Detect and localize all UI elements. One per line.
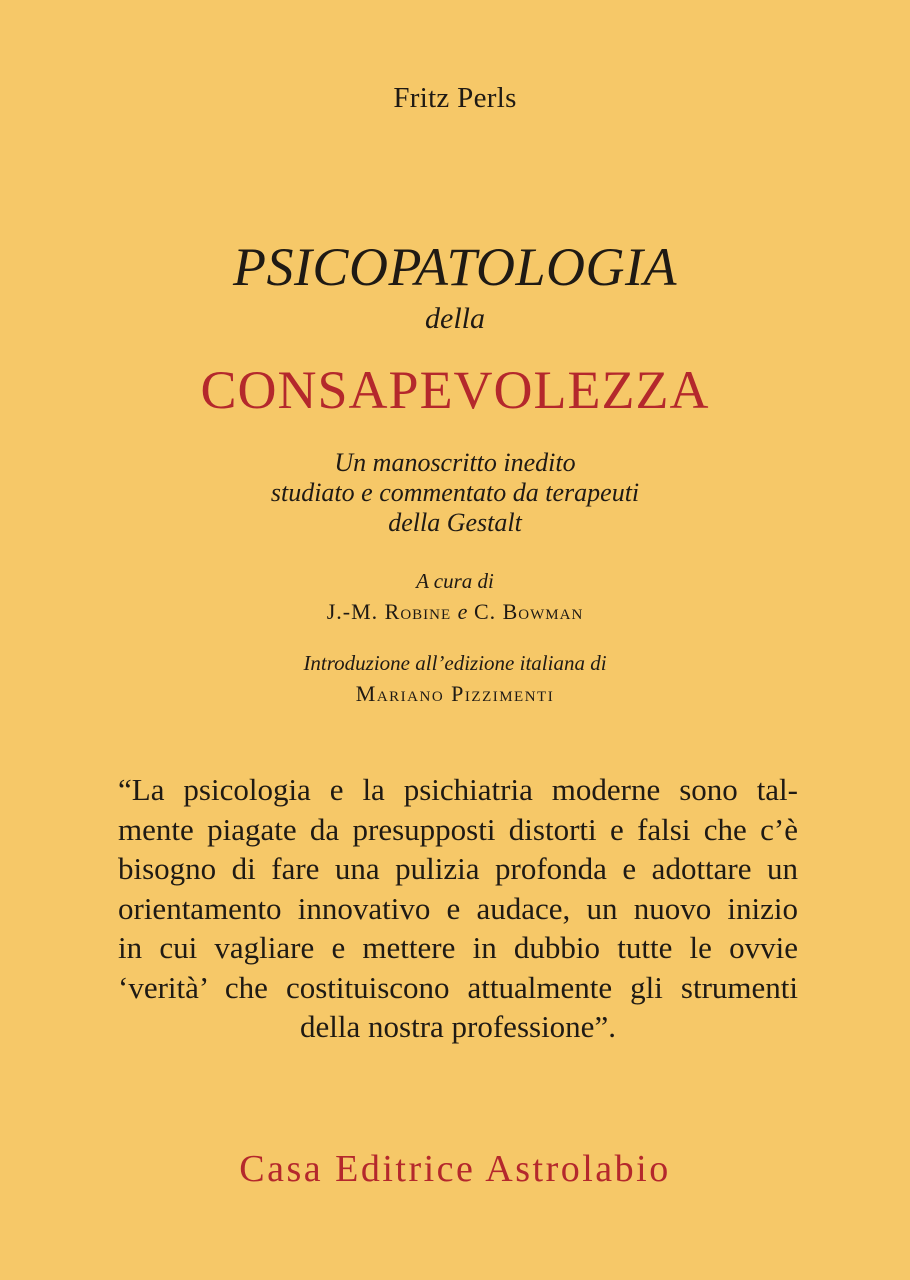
quote-line: della nostra professione”. — [300, 1009, 616, 1044]
back-quote — [118, 770, 798, 1047]
subtitle-line: della Gestalt — [388, 508, 522, 537]
quote-line: mente piagate da presupposti distorti e falsi che c’è — [118, 811, 798, 847]
introduction-author: Mariano Pizzimenti — [355, 681, 555, 706]
title-line-2: CONSAPEVOLEZZA — [200, 360, 710, 420]
editors-conjunction: e — [457, 599, 468, 624]
editors-names — [0, 598, 910, 626]
quote-line: “La psicologia e la psichiatria moderne sono tal- — [118, 772, 798, 807]
editor-name: C. Bowman — [473, 599, 584, 624]
editors-label: A cura di — [416, 569, 494, 593]
introduction-label: Introduzione all’edizione italiana di — [303, 651, 607, 675]
subtitle-line: studiato e commentato da terapeuti — [270, 478, 640, 507]
quote-line: bisogno di fare una pulizia profonda e adottare un — [118, 851, 798, 886]
quote-line: in cui vagliare e mettere in dubbio tutte le ovvie — [118, 930, 798, 965]
quote-line: ‘verità’ che costituiscono attualmente gli strumenti — [118, 969, 798, 1005]
subtitle — [0, 448, 910, 538]
publisher-name: Casa Editrice Astrolabio — [239, 1148, 671, 1190]
title-connector: della — [425, 302, 485, 335]
subtitle-line: Un manoscritto inedito — [334, 448, 576, 477]
author-name: Fritz Perls — [393, 82, 517, 114]
title-line-1: PSICOPATOLOGIA — [232, 237, 678, 297]
editor-name: J.-M. Robine — [326, 599, 452, 624]
quote-line: orientamento innovativo e audace, un nuovo inizio — [118, 890, 798, 926]
